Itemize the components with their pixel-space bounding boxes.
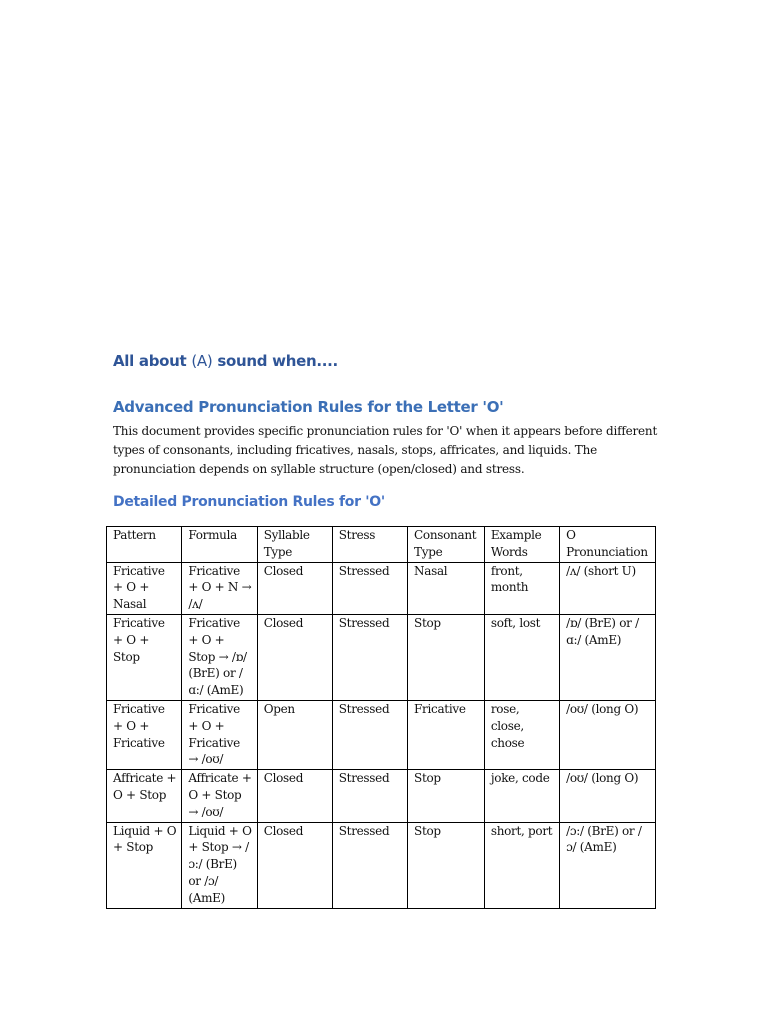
table-cell: Stressed bbox=[332, 770, 407, 822]
table-cell: soft, lost bbox=[484, 614, 559, 700]
section-heading: Advanced Pronunciation Rules for the Letter 'O' bbox=[113, 398, 504, 416]
header-cell-example-words: Example Words bbox=[484, 527, 559, 563]
table-cell: Liquid + O + Stop bbox=[107, 822, 182, 908]
header-cell-formula: Formula bbox=[182, 527, 257, 563]
header-cell-syllable-type: Syllable Type bbox=[257, 527, 332, 563]
header-cell-stress: Stress bbox=[332, 527, 407, 563]
main-heading-part3: sound when.... bbox=[217, 352, 338, 370]
table-cell: /ʌ/ (short U) bbox=[560, 562, 656, 614]
table-cell: Stressed bbox=[332, 614, 407, 700]
table-cell: Fricative + O + N → /ʌ/ bbox=[182, 562, 257, 614]
main-heading-part2: (A) bbox=[191, 352, 213, 370]
table-cell: Stop bbox=[408, 614, 485, 700]
table-cell: Closed bbox=[257, 770, 332, 822]
intro-paragraph: This document provides specific pronunciation rules for 'O' when it appears before different types of consonants, including fricatives, nasals, stops, affricates, and liquids. The pronunciation depends on syllable structure (open/closed) and stress. bbox=[113, 424, 658, 476]
table-cell: Stressed bbox=[332, 700, 407, 769]
table-cell: Nasal bbox=[408, 562, 485, 614]
table-cell: Closed bbox=[257, 822, 332, 908]
table-cell: /oʊ/ (long O) bbox=[560, 770, 656, 822]
table-cell: Fricative + O + Fricative → /oʊ/ bbox=[182, 700, 257, 769]
table-cell: short, port bbox=[484, 822, 559, 908]
table-header-row bbox=[107, 527, 656, 563]
table-cell: Stop bbox=[408, 770, 485, 822]
table-cell: Closed bbox=[257, 562, 332, 614]
table-cell: Stop bbox=[408, 822, 485, 908]
table-row bbox=[107, 614, 656, 700]
table-cell: Fricative + O + Fricative bbox=[107, 700, 182, 769]
document-page bbox=[113, 350, 663, 905]
table-cell: rose, close, chose bbox=[484, 700, 559, 769]
table-cell: Fricative + O + Nasal bbox=[107, 562, 182, 614]
main-heading-part1: All about bbox=[113, 352, 187, 370]
table-cell: /ɒ/ (BrE) or /ɑ:/ (AmE) bbox=[560, 614, 656, 700]
table-row bbox=[107, 562, 656, 614]
table-cell: Fricative + O + Stop bbox=[107, 614, 182, 700]
header-cell-consonant-type: Consonant Type bbox=[408, 527, 485, 563]
table-cell: Affricate + O + Stop bbox=[107, 770, 182, 822]
table-row bbox=[107, 822, 656, 908]
table-cell: joke, code bbox=[484, 770, 559, 822]
table-cell: Liquid + O + Stop → /ɔ:/ (BrE) or /ɔ/ (AmE) bbox=[182, 822, 257, 908]
table-cell: Closed bbox=[257, 614, 332, 700]
table-cell: Stressed bbox=[332, 562, 407, 614]
pronunciation-rules-table bbox=[106, 526, 656, 909]
table-cell: /oʊ/ (long O) bbox=[560, 700, 656, 769]
table-heading: Detailed Pronunciation Rules for 'O' bbox=[113, 494, 385, 510]
table-row bbox=[107, 700, 656, 769]
table-cell: Fricative bbox=[408, 700, 485, 769]
table-cell: /ɔ:/ (BrE) or /ɔ/ (AmE) bbox=[560, 822, 656, 908]
header-cell-o-pronunciation: O Pronunciation bbox=[560, 527, 656, 563]
table-row bbox=[107, 770, 656, 822]
table-cell: Affricate + O + Stop → /oʊ/ bbox=[182, 770, 257, 822]
main-heading bbox=[113, 350, 663, 372]
table-cell: Open bbox=[257, 700, 332, 769]
table-cell: front, month bbox=[484, 562, 559, 614]
table-cell: Stressed bbox=[332, 822, 407, 908]
header-cell-pattern: Pattern bbox=[107, 527, 182, 563]
table-cell: Fricative + O + Stop → /ɒ/ (BrE) or /ɑ:/ (AmE) bbox=[182, 614, 257, 700]
